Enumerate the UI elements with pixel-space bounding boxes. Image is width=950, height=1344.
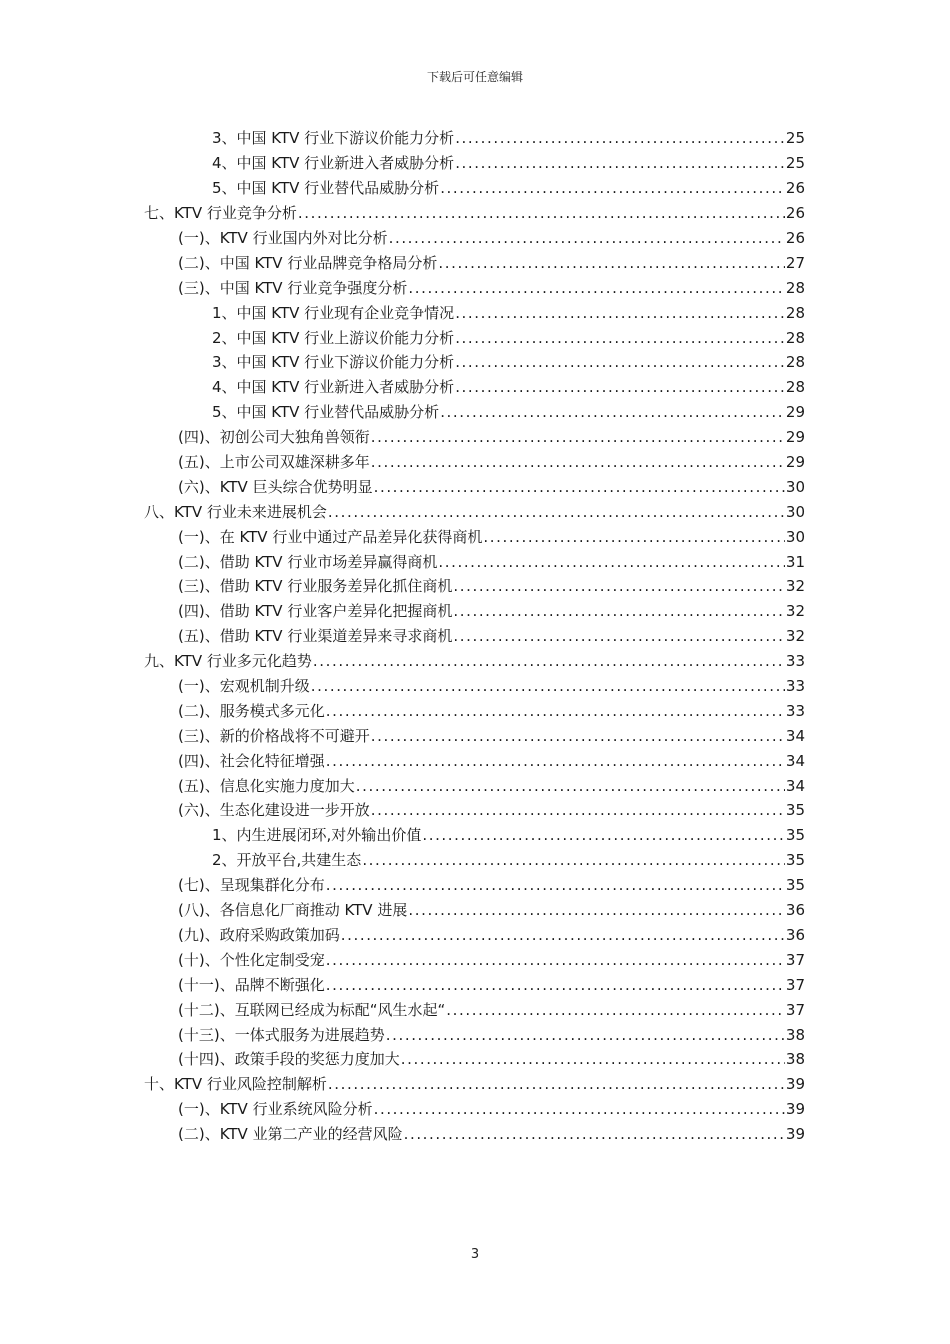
toc-entry-title: 4、中国 KTV 行业新进入者威胁分析: [212, 154, 455, 173]
toc-entry[interactable]: [0, 474, 950, 499]
toc-dot-leader: [326, 950, 785, 970]
toc-entry[interactable]: [0, 275, 950, 300]
toc-entry-title: (九)、政府采购政策加码: [178, 925, 340, 944]
toc-entry-page: 34: [785, 776, 805, 795]
toc-dot-leader: [328, 502, 785, 522]
toc-entry-page: 32: [785, 627, 805, 646]
toc-entry[interactable]: [0, 201, 950, 226]
toc-entry-page: 29: [785, 428, 805, 447]
toc-dot-leader: [422, 825, 785, 845]
toc-dot-leader: [483, 527, 785, 547]
toc-entry-title: 2、开放平台,共建生态: [212, 851, 362, 870]
toc-dot-leader: [455, 303, 785, 323]
toc-entry[interactable]: [0, 300, 950, 325]
toc-dot-leader: [356, 776, 785, 796]
toc-entry[interactable]: [0, 972, 950, 997]
toc-entry-title: 3、中国 KTV 行业下游议价能力分析: [212, 353, 455, 372]
toc-dot-leader: [371, 452, 785, 472]
toc-entry-page: 39: [785, 1100, 805, 1119]
toc-dot-leader: [371, 427, 785, 447]
toc-dot-leader: [326, 875, 785, 895]
toc-entry[interactable]: [0, 1122, 950, 1147]
toc-dot-leader: [453, 601, 785, 621]
toc-entry-title: 八、KTV 行业未来进展机会: [144, 502, 327, 521]
toc-entry[interactable]: [0, 923, 950, 948]
toc-entry-page: 26: [785, 179, 805, 198]
toc-entry[interactable]: [0, 1097, 950, 1122]
toc-dot-leader: [453, 626, 785, 646]
toc-entry-page: 37: [785, 975, 805, 994]
toc-entry[interactable]: [0, 997, 950, 1022]
toc-entry-page: 29: [785, 453, 805, 472]
toc-entry-page: 37: [785, 1000, 805, 1019]
toc-entry-title: (二)、中国 KTV 行业品牌竞争格局分析: [178, 253, 438, 272]
toc-entry-page: 25: [785, 154, 805, 173]
toc-entry-page: 33: [785, 652, 805, 671]
toc-entry-page: 30: [785, 502, 805, 521]
toc-entry[interactable]: [0, 798, 950, 823]
toc-entry-title: (四)、初创公司大独角兽领衔: [178, 428, 370, 447]
toc-entry-page: 26: [785, 229, 805, 247]
toc-entry[interactable]: [0, 176, 950, 201]
toc-entry-title: (二)、服务模式多元化: [178, 701, 325, 720]
toc-entry-page: 39: [785, 1125, 805, 1144]
toc-entry-page: 26: [785, 204, 805, 223]
toc-entry-title: 九、KTV 行业多元化趋势: [144, 652, 312, 671]
toc-entry-title: (六)、生态化建设进一步开放: [178, 801, 370, 820]
toc-entry-page: 38: [785, 1050, 805, 1069]
toc-entry-title: (十一)、品牌不断强化: [178, 975, 325, 994]
toc-entry-page: 31: [785, 552, 805, 571]
toc-dot-leader: [326, 751, 785, 771]
toc-entry[interactable]: [0, 823, 950, 848]
toc-dot-leader: [326, 975, 785, 995]
toc-dot-leader: [408, 278, 785, 298]
toc-entry-page: 39: [785, 1075, 805, 1094]
toc-entry[interactable]: [0, 1072, 950, 1097]
page-header: 下载后可任意编辑: [426, 70, 523, 84]
toc-dot-leader: [455, 328, 785, 348]
toc-entry-title: 十、KTV 行业风险控制解析: [144, 1075, 327, 1094]
toc-entry-title: (一)、KTV 行业系统风险分析: [178, 1100, 373, 1119]
toc-dot-leader: [404, 1124, 785, 1144]
toc-dot-leader: [374, 477, 785, 497]
toc-dot-leader: [455, 352, 785, 372]
table-of-contents: [0, 126, 950, 1147]
toc-entry-page: 28: [785, 353, 805, 372]
toc-entry-title: (三)、中国 KTV 行业竞争强度分析: [178, 278, 408, 297]
toc-entry[interactable]: [0, 599, 950, 624]
toc-entry[interactable]: [0, 375, 950, 400]
toc-entry-title: (七)、呈现集群化分布: [178, 876, 325, 895]
toc-entry-page: 36: [785, 925, 805, 944]
toc-entry[interactable]: [0, 524, 950, 549]
toc-entry[interactable]: [0, 698, 950, 723]
toc-entry-page: 32: [785, 602, 805, 621]
toc-entry-title: (一)、KTV 行业国内外对比分析: [178, 229, 388, 247]
toc-entry-title: (六)、KTV 巨头综合优势明显: [178, 477, 373, 496]
toc-entry[interactable]: [0, 1022, 950, 1047]
toc-entry-title: (五)、上市公司双雄深耕多年: [178, 453, 370, 472]
toc-dot-leader: [371, 800, 785, 820]
toc-dot-leader: [440, 402, 785, 422]
toc-entry-page: 28: [785, 328, 805, 347]
toc-entry-page: 29: [785, 403, 805, 422]
toc-entry[interactable]: [0, 748, 950, 773]
toc-dot-leader: [389, 228, 785, 248]
toc-entry-title: (一)、宏观机制升级: [178, 677, 310, 696]
toc-entry[interactable]: [0, 1047, 950, 1072]
toc-dot-leader: [362, 850, 785, 870]
toc-dot-leader: [401, 1049, 785, 1069]
toc-entry[interactable]: [0, 450, 950, 475]
toc-entry-title: (八)、各信息化厂商推动 KTV 进展: [178, 901, 408, 920]
toc-entry-page: 30: [785, 527, 805, 546]
toc-entry[interactable]: [0, 947, 950, 972]
toc-dot-leader: [455, 153, 785, 173]
toc-entry-title: 5、中国 KTV 行业替代品威胁分析: [212, 179, 440, 198]
toc-entry[interactable]: [0, 873, 950, 898]
toc-entry[interactable]: [0, 226, 950, 251]
toc-entry[interactable]: [0, 674, 950, 699]
toc-dot-leader: [455, 128, 785, 148]
toc-entry[interactable]: [0, 773, 950, 798]
toc-entry-page: 35: [785, 851, 805, 870]
toc-dot-leader: [438, 253, 785, 273]
toc-entry-title: (十四)、政策手段的奖惩力度加大: [178, 1050, 400, 1069]
toc-dot-leader: [371, 726, 785, 746]
toc-entry-title: (十二)、互联网已经成为标配“风生水起“: [178, 1000, 446, 1019]
toc-entry[interactable]: [0, 499, 950, 524]
toc-entry-title: (三)、新的价格战将不可避开: [178, 726, 370, 745]
toc-entry[interactable]: [0, 649, 950, 674]
toc-dot-leader: [298, 203, 785, 223]
toc-dot-leader: [446, 1000, 785, 1020]
toc-entry-title: 4、中国 KTV 行业新进入者威胁分析: [212, 378, 455, 397]
toc-entry-page: 28: [785, 303, 805, 322]
toc-entry-title: (二)、KTV 业第二产业的经营风险: [178, 1125, 403, 1144]
toc-entry-title: 1、中国 KTV 行业现有企业竞争情况: [212, 303, 455, 322]
toc-entry-page: 27: [785, 253, 805, 272]
toc-entry[interactable]: [0, 250, 950, 275]
toc-entry[interactable]: [0, 425, 950, 450]
toc-entry-title: (三)、借助 KTV 行业服务差异化抓住商机: [178, 577, 453, 596]
toc-dot-leader: [313, 651, 785, 671]
toc-entry-page: 28: [785, 278, 805, 297]
toc-entry-page: 35: [785, 801, 805, 820]
toc-entry-page: 25: [785, 129, 805, 148]
toc-entry-title: 2、中国 KTV 行业上游议价能力分析: [212, 328, 455, 347]
toc-dot-leader: [408, 900, 785, 920]
toc-entry-page: 30: [785, 477, 805, 496]
toc-entry-page: 35: [785, 826, 805, 845]
toc-entry-title: (一)、在 KTV 行业中通过产品差异化获得商机: [178, 527, 483, 546]
toc-entry-page: 33: [785, 701, 805, 720]
toc-dot-leader: [328, 1074, 785, 1094]
toc-dot-leader: [341, 925, 785, 945]
toc-entry[interactable]: [0, 574, 950, 599]
toc-dot-leader: [326, 701, 785, 721]
toc-dot-leader: [440, 178, 785, 198]
page-number: 3: [470, 1247, 480, 1262]
toc-entry-page: 32: [785, 577, 805, 596]
toc-entry[interactable]: [0, 350, 950, 375]
toc-entry-page: 34: [785, 726, 805, 745]
toc-dot-leader: [311, 676, 785, 696]
toc-entry-title: (五)、借助 KTV 行业渠道差异来寻求商机: [178, 627, 453, 646]
toc-entry[interactable]: [0, 126, 950, 151]
toc-entry[interactable]: [0, 549, 950, 574]
toc-entry-page: 36: [785, 901, 805, 920]
toc-entry[interactable]: [0, 624, 950, 649]
toc-entry-title: 3、中国 KTV 行业下游议价能力分析: [212, 129, 455, 148]
toc-entry[interactable]: [0, 151, 950, 176]
toc-entry-title: 5、中国 KTV 行业替代品威胁分析: [212, 403, 440, 422]
toc-entry-title: (四)、借助 KTV 行业客户差异化把握商机: [178, 602, 453, 621]
toc-entry-title: (五)、信息化实施力度加大: [178, 776, 355, 795]
toc-dot-leader: [453, 576, 785, 596]
toc-entry[interactable]: [0, 723, 950, 748]
toc-entry-title: (十)、个性化定制受宠: [178, 950, 325, 969]
toc-dot-leader: [455, 377, 785, 397]
toc-entry-title: 1、内生进展闭环,对外输出价值: [212, 826, 422, 845]
toc-entry-page: 38: [785, 1025, 805, 1044]
toc-entry-title: (四)、社会化特征增强: [178, 751, 325, 770]
toc-entry[interactable]: [0, 848, 950, 873]
toc-dot-leader: [438, 552, 785, 572]
toc-entry[interactable]: [0, 325, 950, 350]
toc-dot-leader: [386, 1025, 785, 1045]
toc-entry[interactable]: [0, 898, 950, 923]
toc-dot-leader: [374, 1099, 785, 1119]
toc-entry-page: 35: [785, 876, 805, 895]
toc-entry-page: 28: [785, 378, 805, 397]
toc-entry-title: (十三)、一体式服务为进展趋势: [178, 1025, 385, 1044]
toc-entry-page: 34: [785, 751, 805, 770]
toc-entry-page: 33: [785, 677, 805, 696]
toc-entry-title: 七、KTV 行业竞争分析: [144, 204, 297, 223]
toc-entry-title: (二)、借助 KTV 行业市场差异赢得商机: [178, 552, 438, 571]
toc-entry-page: 37: [785, 950, 805, 969]
toc-entry[interactable]: [0, 400, 950, 425]
